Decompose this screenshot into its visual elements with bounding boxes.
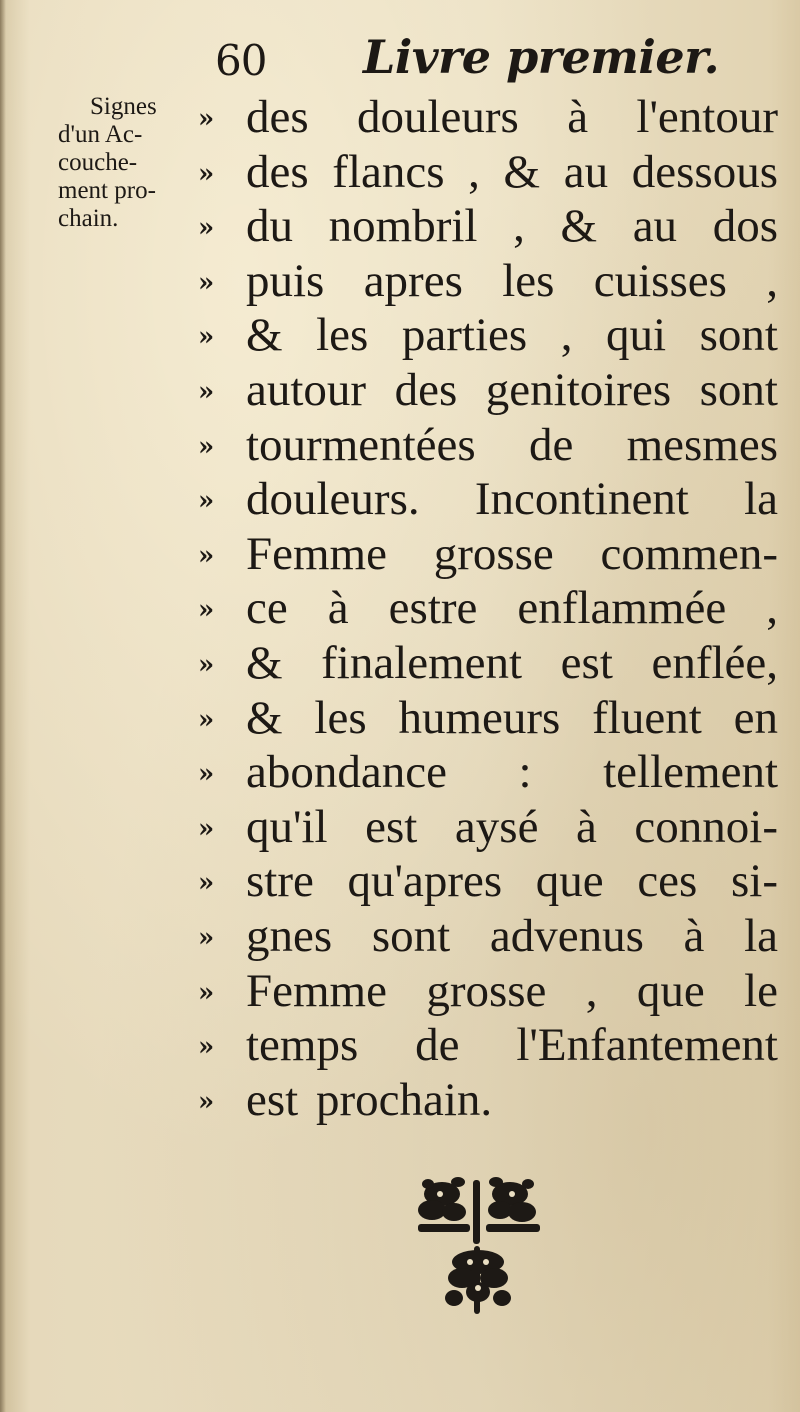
text-line <box>198 581 778 636</box>
text-line <box>198 363 778 418</box>
body-text <box>198 90 778 1127</box>
quote-mark: » <box>198 1032 215 1063</box>
quote-mark: » <box>198 540 215 571</box>
line-text: du nombril , & au dos <box>246 200 778 253</box>
line-text: est prochain. <box>246 1073 493 1126</box>
quote-mark: » <box>198 376 215 407</box>
text-line <box>198 854 778 909</box>
line-text: Femme grosse , que le <box>246 964 778 1017</box>
margin-note <box>58 93 208 233</box>
text-line <box>198 418 778 473</box>
line-text: Femme grosse commen- <box>246 527 778 580</box>
quote-mark: » <box>198 922 215 953</box>
line-text: tourmentées de mesmes <box>246 418 778 471</box>
text-line <box>198 964 778 1019</box>
text-line <box>198 691 778 746</box>
quote-mark: » <box>198 213 215 244</box>
text-line <box>198 254 778 309</box>
quote-mark: » <box>198 759 215 790</box>
line-text: abondance : tellement <box>246 746 778 799</box>
text-line <box>198 909 778 964</box>
quote-mark: » <box>198 977 215 1008</box>
quote-mark: » <box>198 431 215 462</box>
line-text: stre qu'apres que ces si- <box>246 855 778 908</box>
margin-note-line: d'un Ac- <box>58 121 143 148</box>
margin-note-line: couche- <box>58 149 138 176</box>
text-line <box>198 1073 778 1128</box>
quote-mark: » <box>198 322 215 353</box>
line-text: temps de l'Enfantement <box>246 1019 778 1072</box>
line-text: gnes sont advenus à la <box>246 909 778 962</box>
quote-mark: » <box>198 267 215 298</box>
quote-mark: » <box>198 595 215 626</box>
text-line <box>198 1018 778 1073</box>
line-text: qu'il est aysé à connoi- <box>246 800 778 853</box>
page-number: 60 <box>215 36 267 85</box>
line-text: puis apres les cuisses , <box>246 254 778 307</box>
text-line <box>198 636 778 691</box>
line-text: autour des genitoires sont <box>246 363 778 416</box>
quote-mark: » <box>198 1086 215 1117</box>
line-text: douleurs. Incontinent la <box>246 473 778 526</box>
margin-note-line: chain. <box>58 205 119 232</box>
running-title: Livre premier. <box>363 30 720 84</box>
quote-mark: » <box>198 486 215 517</box>
text-line <box>198 90 778 145</box>
fleuron-ornament-icon <box>410 1170 550 1320</box>
page-gutter-shadow <box>0 0 6 1412</box>
quote-mark: » <box>198 868 215 899</box>
quote-mark: » <box>198 649 215 680</box>
text-line <box>198 745 778 800</box>
text-line <box>198 472 778 527</box>
line-text: & les parties , qui sont <box>246 309 778 362</box>
line-text: & les humeurs fluent en <box>246 691 778 744</box>
line-text: & finalement est enflée, <box>246 636 778 689</box>
text-line <box>198 527 778 582</box>
text-line <box>198 800 778 855</box>
line-text: des douleurs à l'entour <box>246 91 778 143</box>
text-line <box>198 145 778 200</box>
text-line <box>198 308 778 363</box>
text-line <box>198 199 778 254</box>
line-text: des flancs , & au dessous <box>246 145 778 198</box>
margin-note-line: ment pro- <box>58 177 156 204</box>
quote-mark: » <box>198 813 215 844</box>
quote-mark: » <box>198 704 215 735</box>
margin-note-line: Signes <box>90 93 157 120</box>
quote-mark: » <box>198 104 215 134</box>
quote-mark: » <box>198 158 215 189</box>
line-text: ce à estre enflammée , <box>246 582 778 635</box>
